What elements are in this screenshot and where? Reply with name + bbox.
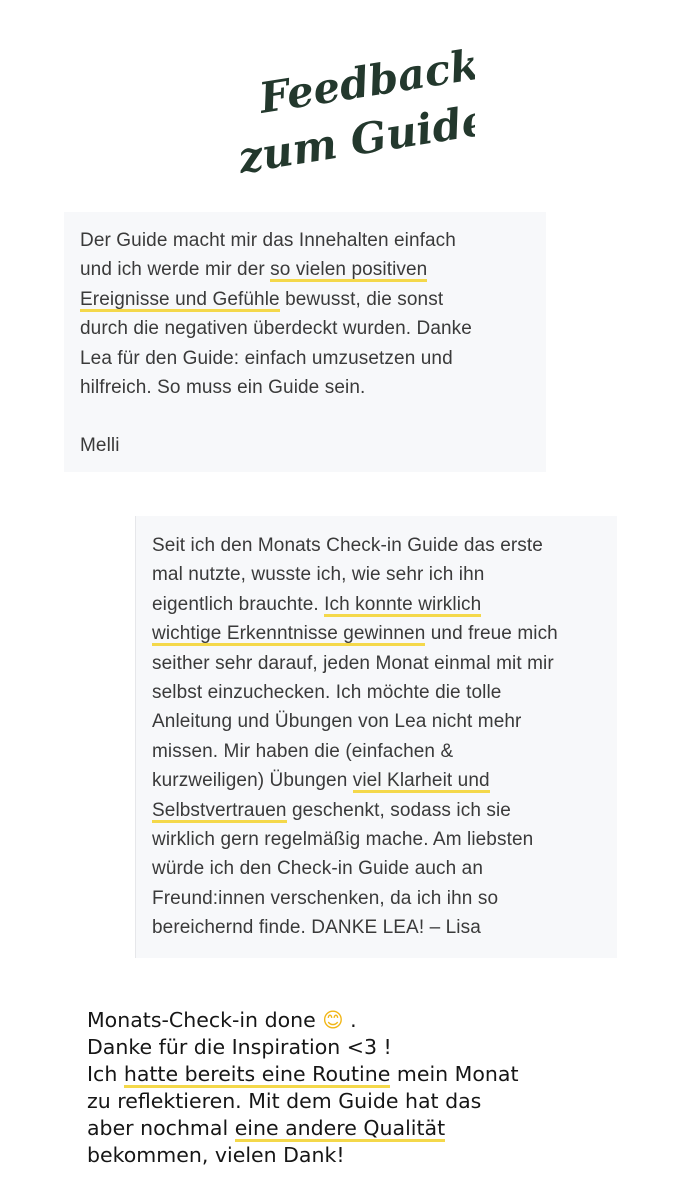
line-text: aber nochmal — [87, 1116, 235, 1140]
text-line — [152, 884, 601, 913]
text-line — [80, 255, 530, 284]
highlighted-phrase: viel Klarheit und — [352, 770, 490, 792]
line-text: bereichernd finde. DANKE LEA! – Lisa — [152, 917, 481, 939]
line-text: Freund:innen verschenken, da ich ihn so — [152, 887, 499, 909]
line-text: Danke für die Inspiration <3 ! — [87, 1035, 392, 1059]
text-line — [152, 796, 601, 825]
testimonial-signature: Melli — [80, 435, 120, 457]
text-line — [87, 1088, 557, 1115]
line-text: Lea für den Guide: einfach umzusetzen und — [80, 347, 453, 369]
line-text: und freue mich — [425, 623, 558, 645]
text-line — [152, 766, 601, 795]
text-line — [152, 649, 601, 678]
text-line — [80, 344, 530, 373]
highlighted-phrase: Ich konnte wirklich — [324, 593, 482, 615]
line-text: kurzweiligen) Übungen — [152, 770, 353, 792]
testimonial-text — [87, 1007, 557, 1169]
line-text: hilfreich. So muss ein Guide sein. — [80, 377, 366, 399]
line-text: Ich — [87, 1062, 124, 1086]
text-line — [152, 560, 601, 589]
line-text: Der Guide macht mir das Innehalten einfach — [80, 230, 456, 251]
line-text: selbst einzuchecken. Ich möchte die tolle — [152, 682, 502, 704]
testimonial-note — [87, 1007, 557, 1169]
text-line — [80, 314, 530, 343]
highlighted-phrase: Ereignisse und Gefühle — [80, 288, 280, 310]
line-text: mein Monat — [390, 1062, 519, 1086]
line-text: . — [343, 1008, 357, 1032]
line-text: missen. Mir haben die (einfachen & — [152, 740, 454, 762]
line-text: Anleitung und Übungen von Lea nicht mehr — [152, 711, 522, 733]
title-line-2: zum Guide... — [235, 88, 475, 178]
line-text: bekommen, vielen Dank! — [87, 1143, 345, 1167]
text-line — [152, 854, 601, 883]
line-text: wirklich gern regelmäßig mache. Am liebsten — [152, 829, 534, 851]
text-line — [152, 913, 601, 942]
line-text: zu reflektieren. Mit dem Guide hat das — [87, 1089, 482, 1113]
feedback-title-lettering — [215, 48, 475, 178]
testimonial-text — [80, 226, 530, 402]
highlighted-phrase: eine andere Qualität — [234, 1116, 446, 1140]
title-line-1: Feedback — [255, 48, 475, 123]
text-line — [80, 373, 530, 402]
line-text: bewusst, die sonst — [279, 288, 444, 310]
text-line — [87, 1007, 557, 1034]
line-text: eigentlich brauchte. — [152, 593, 325, 615]
text-line — [152, 590, 601, 619]
line-text: seither sehr darauf, jeden Monat einmal mit mir — [152, 652, 554, 674]
line-text: durch die negativen überdeckt wurden. Danke — [80, 318, 472, 340]
text-line — [80, 226, 530, 255]
highlighted-phrase: Selbstvertrauen — [152, 799, 287, 821]
testimonial-card-melli — [64, 212, 546, 472]
highlighted-phrase: wichtige Erkenntnisse gewinnen — [152, 623, 426, 645]
highlighted-phrase: hatte bereits eine Routine — [123, 1062, 391, 1086]
text-line — [87, 1142, 557, 1169]
page-title — [215, 48, 475, 178]
text-line — [87, 1034, 557, 1061]
text-line — [152, 707, 601, 736]
text-line — [87, 1115, 557, 1142]
line-text: würde ich den Check-in Guide auch an — [152, 858, 484, 880]
text-line — [152, 825, 601, 854]
testimonial-card-lisa — [135, 516, 617, 958]
line-text: und ich werde mir der — [80, 259, 271, 281]
text-line — [87, 1061, 557, 1088]
line-text: Monats-Check-in done — [87, 1008, 323, 1032]
text-line — [80, 285, 530, 314]
testimonial-text — [152, 531, 601, 943]
text-line — [152, 737, 601, 766]
text-line — [152, 531, 601, 560]
line-text: mal nutzte, wusste ich, wie sehr ich ihn — [152, 564, 485, 586]
line-text: Seit ich den Monats Check-in Guide das erste — [152, 535, 543, 556]
highlighted-phrase: so vielen positiven — [270, 259, 428, 281]
smiley-emoji-icon: 😊 — [322, 1008, 344, 1032]
line-text: geschenkt, sodass ich sie — [286, 799, 511, 821]
text-line — [152, 619, 601, 648]
text-line — [152, 678, 601, 707]
